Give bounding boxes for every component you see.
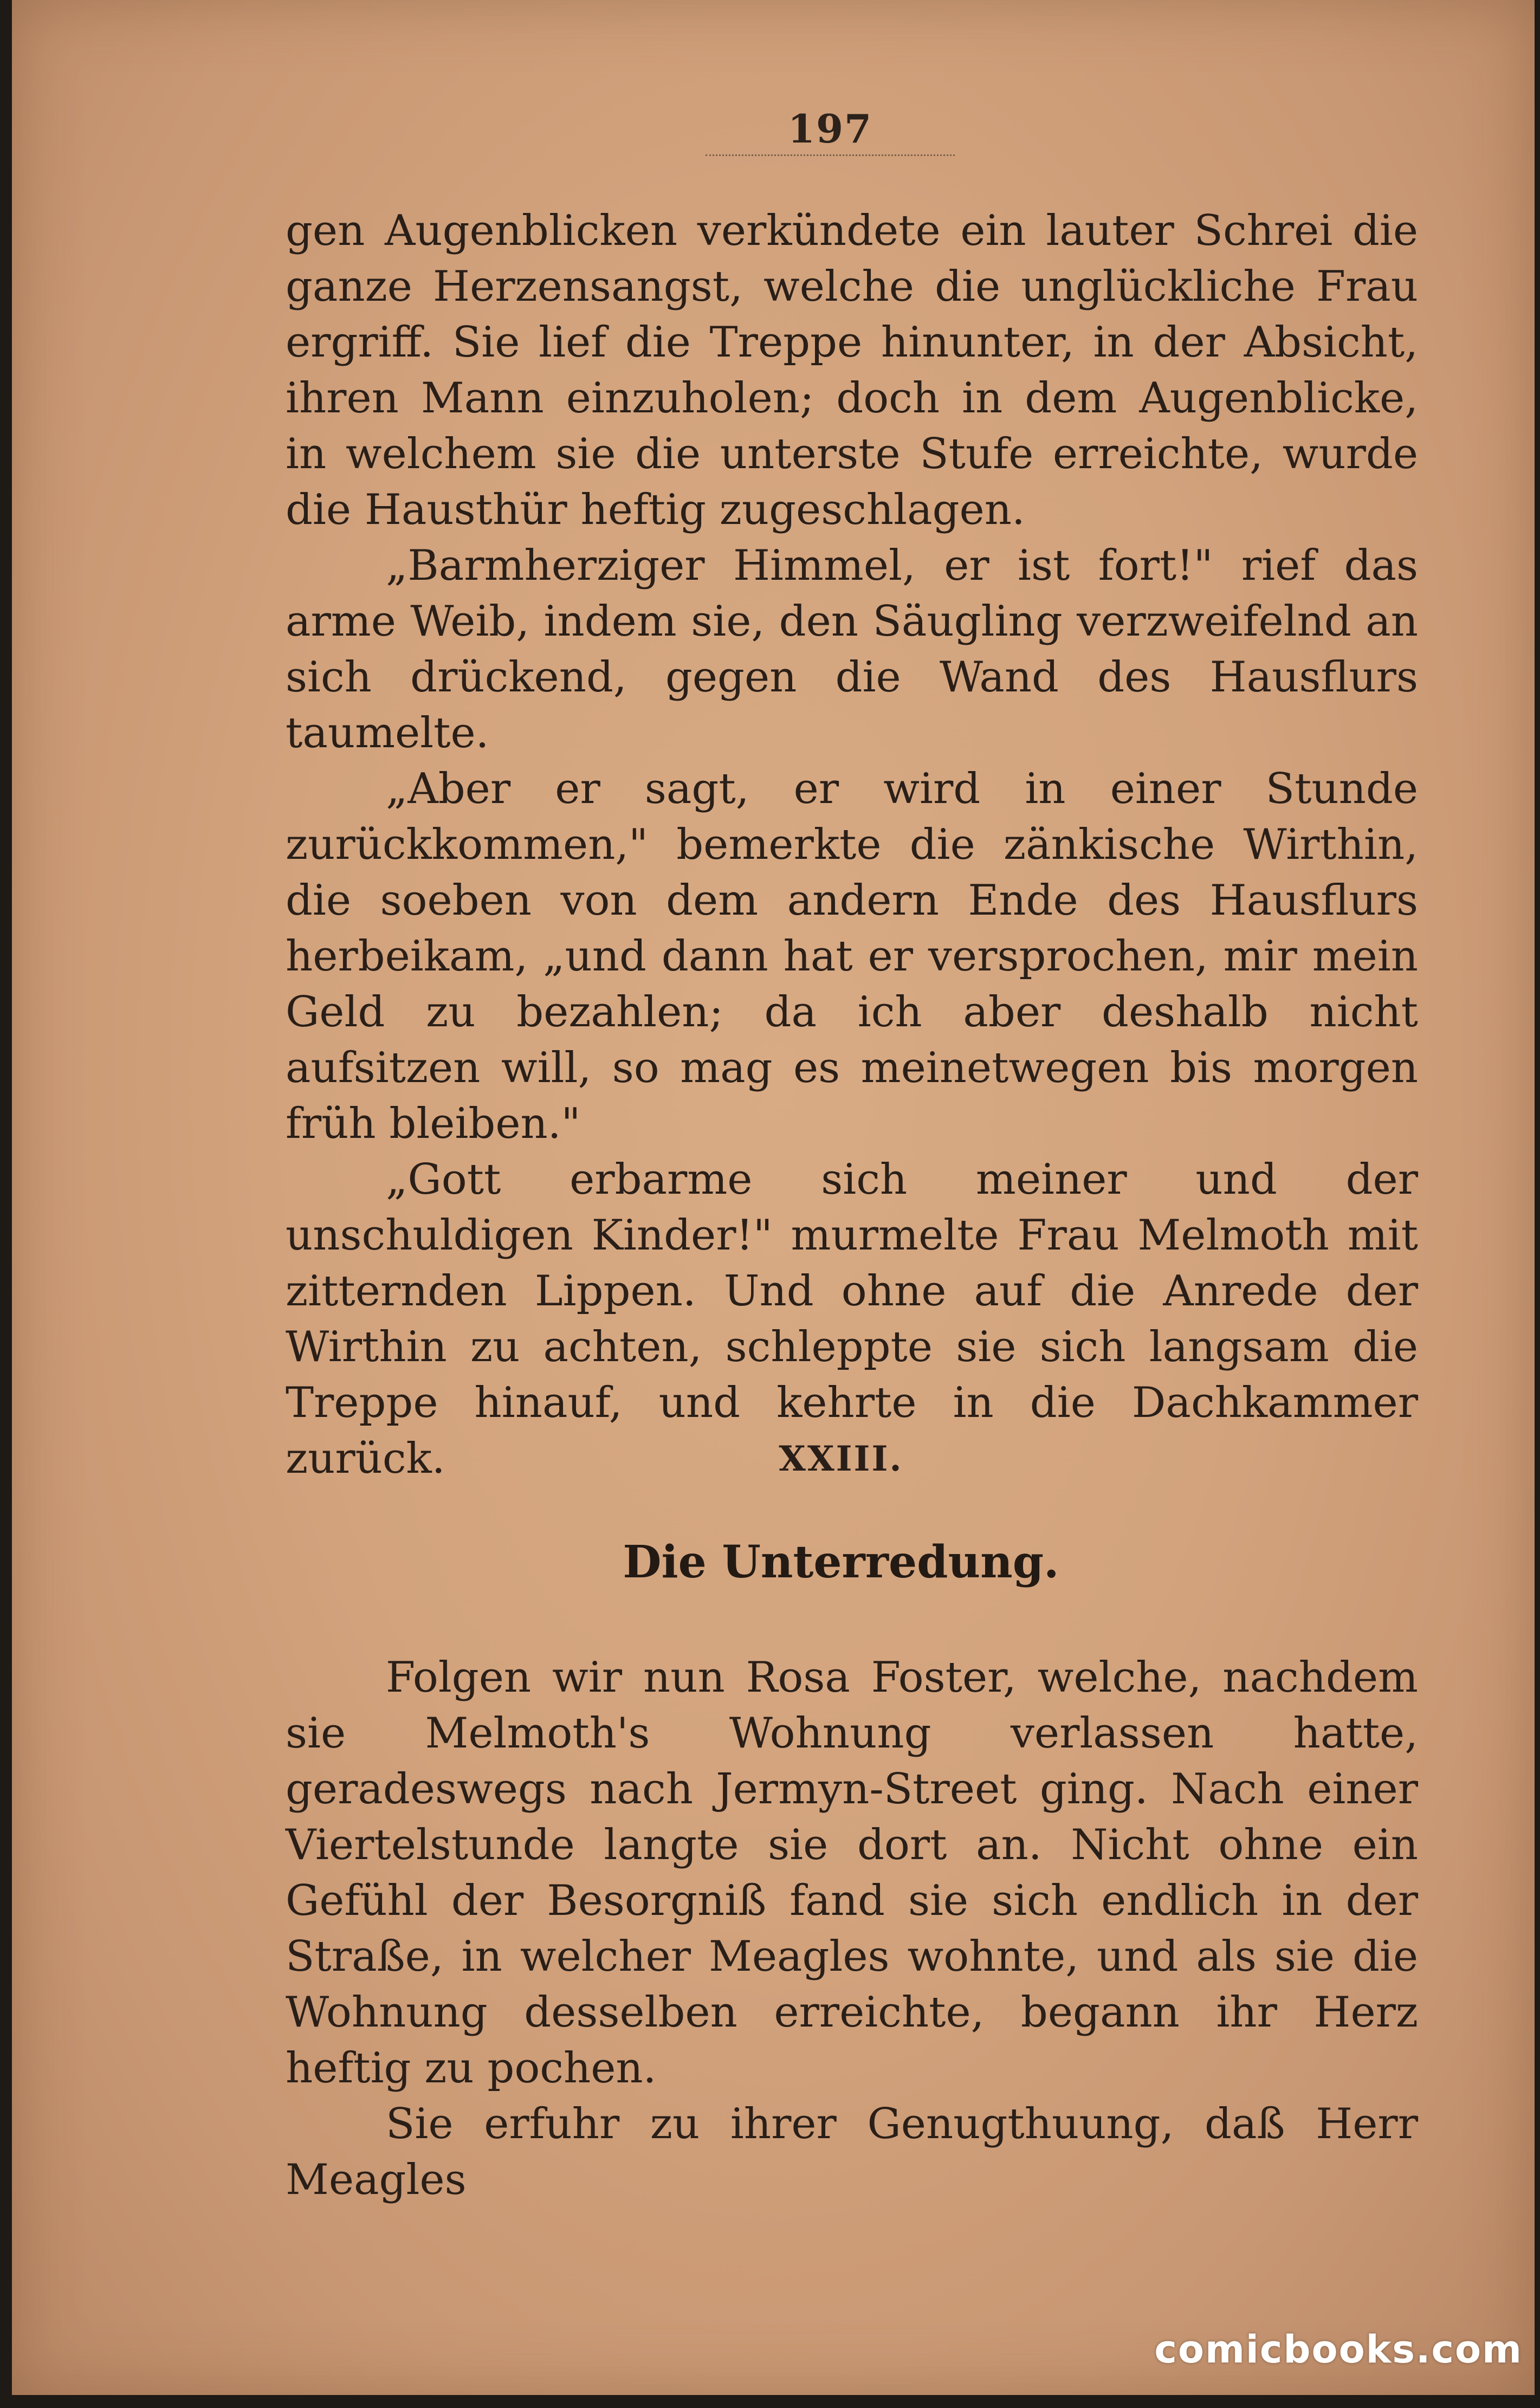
text-block-chapter-start — [286, 1650, 1418, 2208]
chapter-title: Die Unterredung. — [623, 1536, 1059, 1588]
paragraph: „Gott erbarme sich meiner und der unschuldigen Kinder!" murmelte Frau Melmoth mit zitternden Lippen. Und ohne auf die Anrede der Wirthin zu achten, schleppte sie sich langsam die Treppe hinauf, und kehrte in die Dachkammer zurück. — [286, 1155, 1418, 1483]
paragraph: „Barmherziger Himmel, er ist fort!" rief das arme Weib, indem sie, den Säugling verzweifelnd an sich drückend, gegen die Wand des Hausflurs taumelte. — [286, 541, 1418, 758]
paragraph: gen Augenblicken verkündete ein lauter Schrei die ganze Herzensangst, welche die unglückliche Frau ergriff. Sie lief die Treppe hinunter, in der Absicht, ihren Mann einzuholen; doch in dem Augenblicke, in welchem sie die unterste Stufe erreichte, wurde die Hausthür heftig zugeschlagen. — [286, 206, 1418, 534]
paragraph: Folgen wir nun Rosa Foster, welche, nachdem sie Melmoth's Wohnung verlassen hatte, geradeswegs nach Jermyn-Street ging. Nach einer Viertelstunde langte sie dort an. Nicht ohne ein Gefühl der Besorgniß fand sie sich endlich in der Straße, in welcher Meagles wohnte, und als sie die Wohnung desselben erreichte, begann ihr Herz heftig zu pochen. — [286, 1653, 1418, 2093]
watermark-logo: comicbooks.com — [1154, 2327, 1523, 2372]
paragraph: Sie erfuhr zu ihrer Genugthuung, daß Herr Meagles — [286, 2100, 1418, 2204]
page-number: 197 — [787, 106, 873, 152]
paragraph: „Aber er sagt, er wird in einer Stunde zurückkommen," bemerkte die zänkische Wirthin, die soeben von dem andern Ende des Hausflurs herbeikam, „und dann hat er versprochen, mir mein Geld zu bezahlen; da ich aber deshalb nicht aufsitzen will, so mag es meinetwegen bis morgen früh bleiben." — [286, 765, 1418, 1148]
page-number-ornament — [706, 154, 955, 164]
text-block-before-chapter — [286, 203, 1418, 1487]
book-page — [12, 0, 1535, 2395]
chapter-number: XXIII. — [779, 1439, 903, 1479]
